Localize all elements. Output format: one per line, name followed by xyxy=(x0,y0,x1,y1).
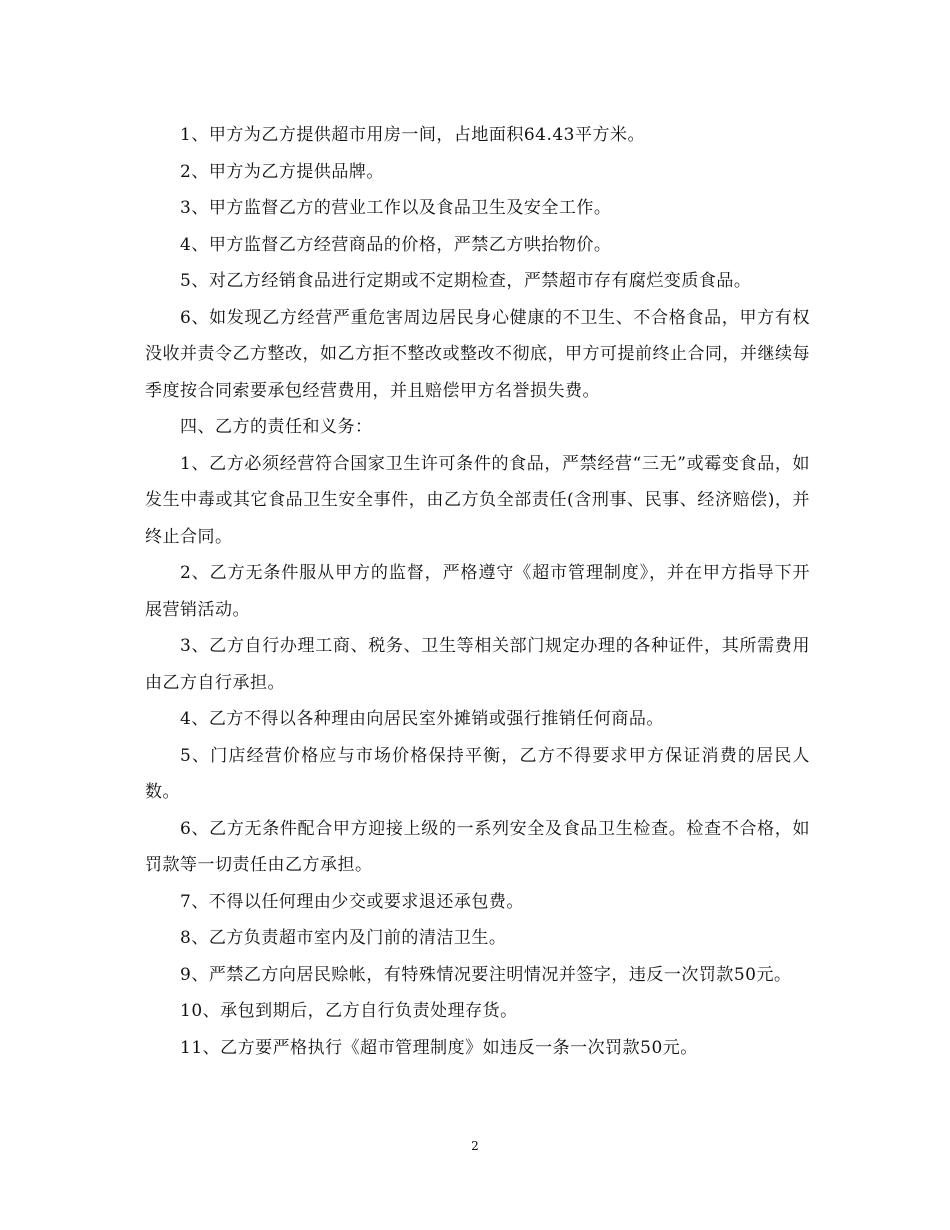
clause-paragraph: 1、乙方必须经营符合国家卫生许可条件的食品，严禁经营“三无”或霉变食品，如发生中毒或其它食品卫生安全事件，由乙方负全部责任(含刑事、民事、经济赔偿)，并终止合同。 xyxy=(145,453,810,547)
clause-paragraph: 5、对乙方经销食品进行定期或不定期检查，严禁超市存有腐烂变质食品。 xyxy=(180,271,752,291)
page-number: 2 xyxy=(471,1139,479,1153)
clause-paragraph: 5、门店经营价格应与市场价格保持平衡，乙方不得要求甲方保证消费的居民人数。 xyxy=(145,745,810,802)
section-heading: 四、乙方的责任和义务： xyxy=(180,417,373,437)
clause-paragraph: 4、甲方监督乙方经营商品的价格，严禁乙方哄抬物价。 xyxy=(180,234,612,255)
clause-paragraph: 3、甲方监督乙方的营业工作以及食品卫生及安全工作。 xyxy=(180,198,612,218)
clause-paragraph: 6、如发现乙方经营严重危害周边居民身心健康的不卫生、不合格食品，甲方有权没收并责令乙方整改，如乙方拒不整改或整改不彻底，甲方可提前终止合同，并继续每季度按合同索要承包经营费用，并且赔偿甲方名誉损失费。 xyxy=(145,307,810,401)
clause-paragraph: 1、甲方为乙方提供超市用房一间，占地面积64.43平方米。 xyxy=(180,125,645,145)
clause-paragraph: 11、乙方要严格执行《超市管理制度》如违反一条一次罚款50元。 xyxy=(180,1037,698,1058)
clause-paragraph: 6、乙方无条件配合甲方迎接上级的一系列安全及食品卫生检查。检查不合格，如罚款等一切责任由乙方承担。 xyxy=(145,818,810,875)
clause-paragraph: 7、不得以任何理由少交或要求退还承包费。 xyxy=(180,891,524,912)
clause-paragraph: 2、乙方无条件服从甲方的监督，严格遵守《超市管理制度》，并在甲方指导下开展营销活动。 xyxy=(145,563,810,620)
clause-paragraph: 9、严禁乙方向居民赊帐，有特殊情况要注明情况并签字，违反一次罚款50元。 xyxy=(180,964,792,985)
clause-paragraph: 2、甲方为乙方提供品牌。 xyxy=(180,161,384,182)
clause-paragraph: 3、乙方自行办理工商、税务、卫生等相关部门规定办理的各种证件，其所需费用由乙方自行承担。 xyxy=(145,636,810,693)
clause-paragraph: 8、乙方负责超市室内及门前的清洁卫生。 xyxy=(180,928,507,948)
clause-paragraph: 10、承包到期后，乙方自行负责处理存货。 xyxy=(180,1001,518,1021)
document-body xyxy=(145,117,810,1066)
clause-paragraph: 4、乙方不得以各种理由向居民室外摊销或强行推销任何商品。 xyxy=(180,709,664,729)
